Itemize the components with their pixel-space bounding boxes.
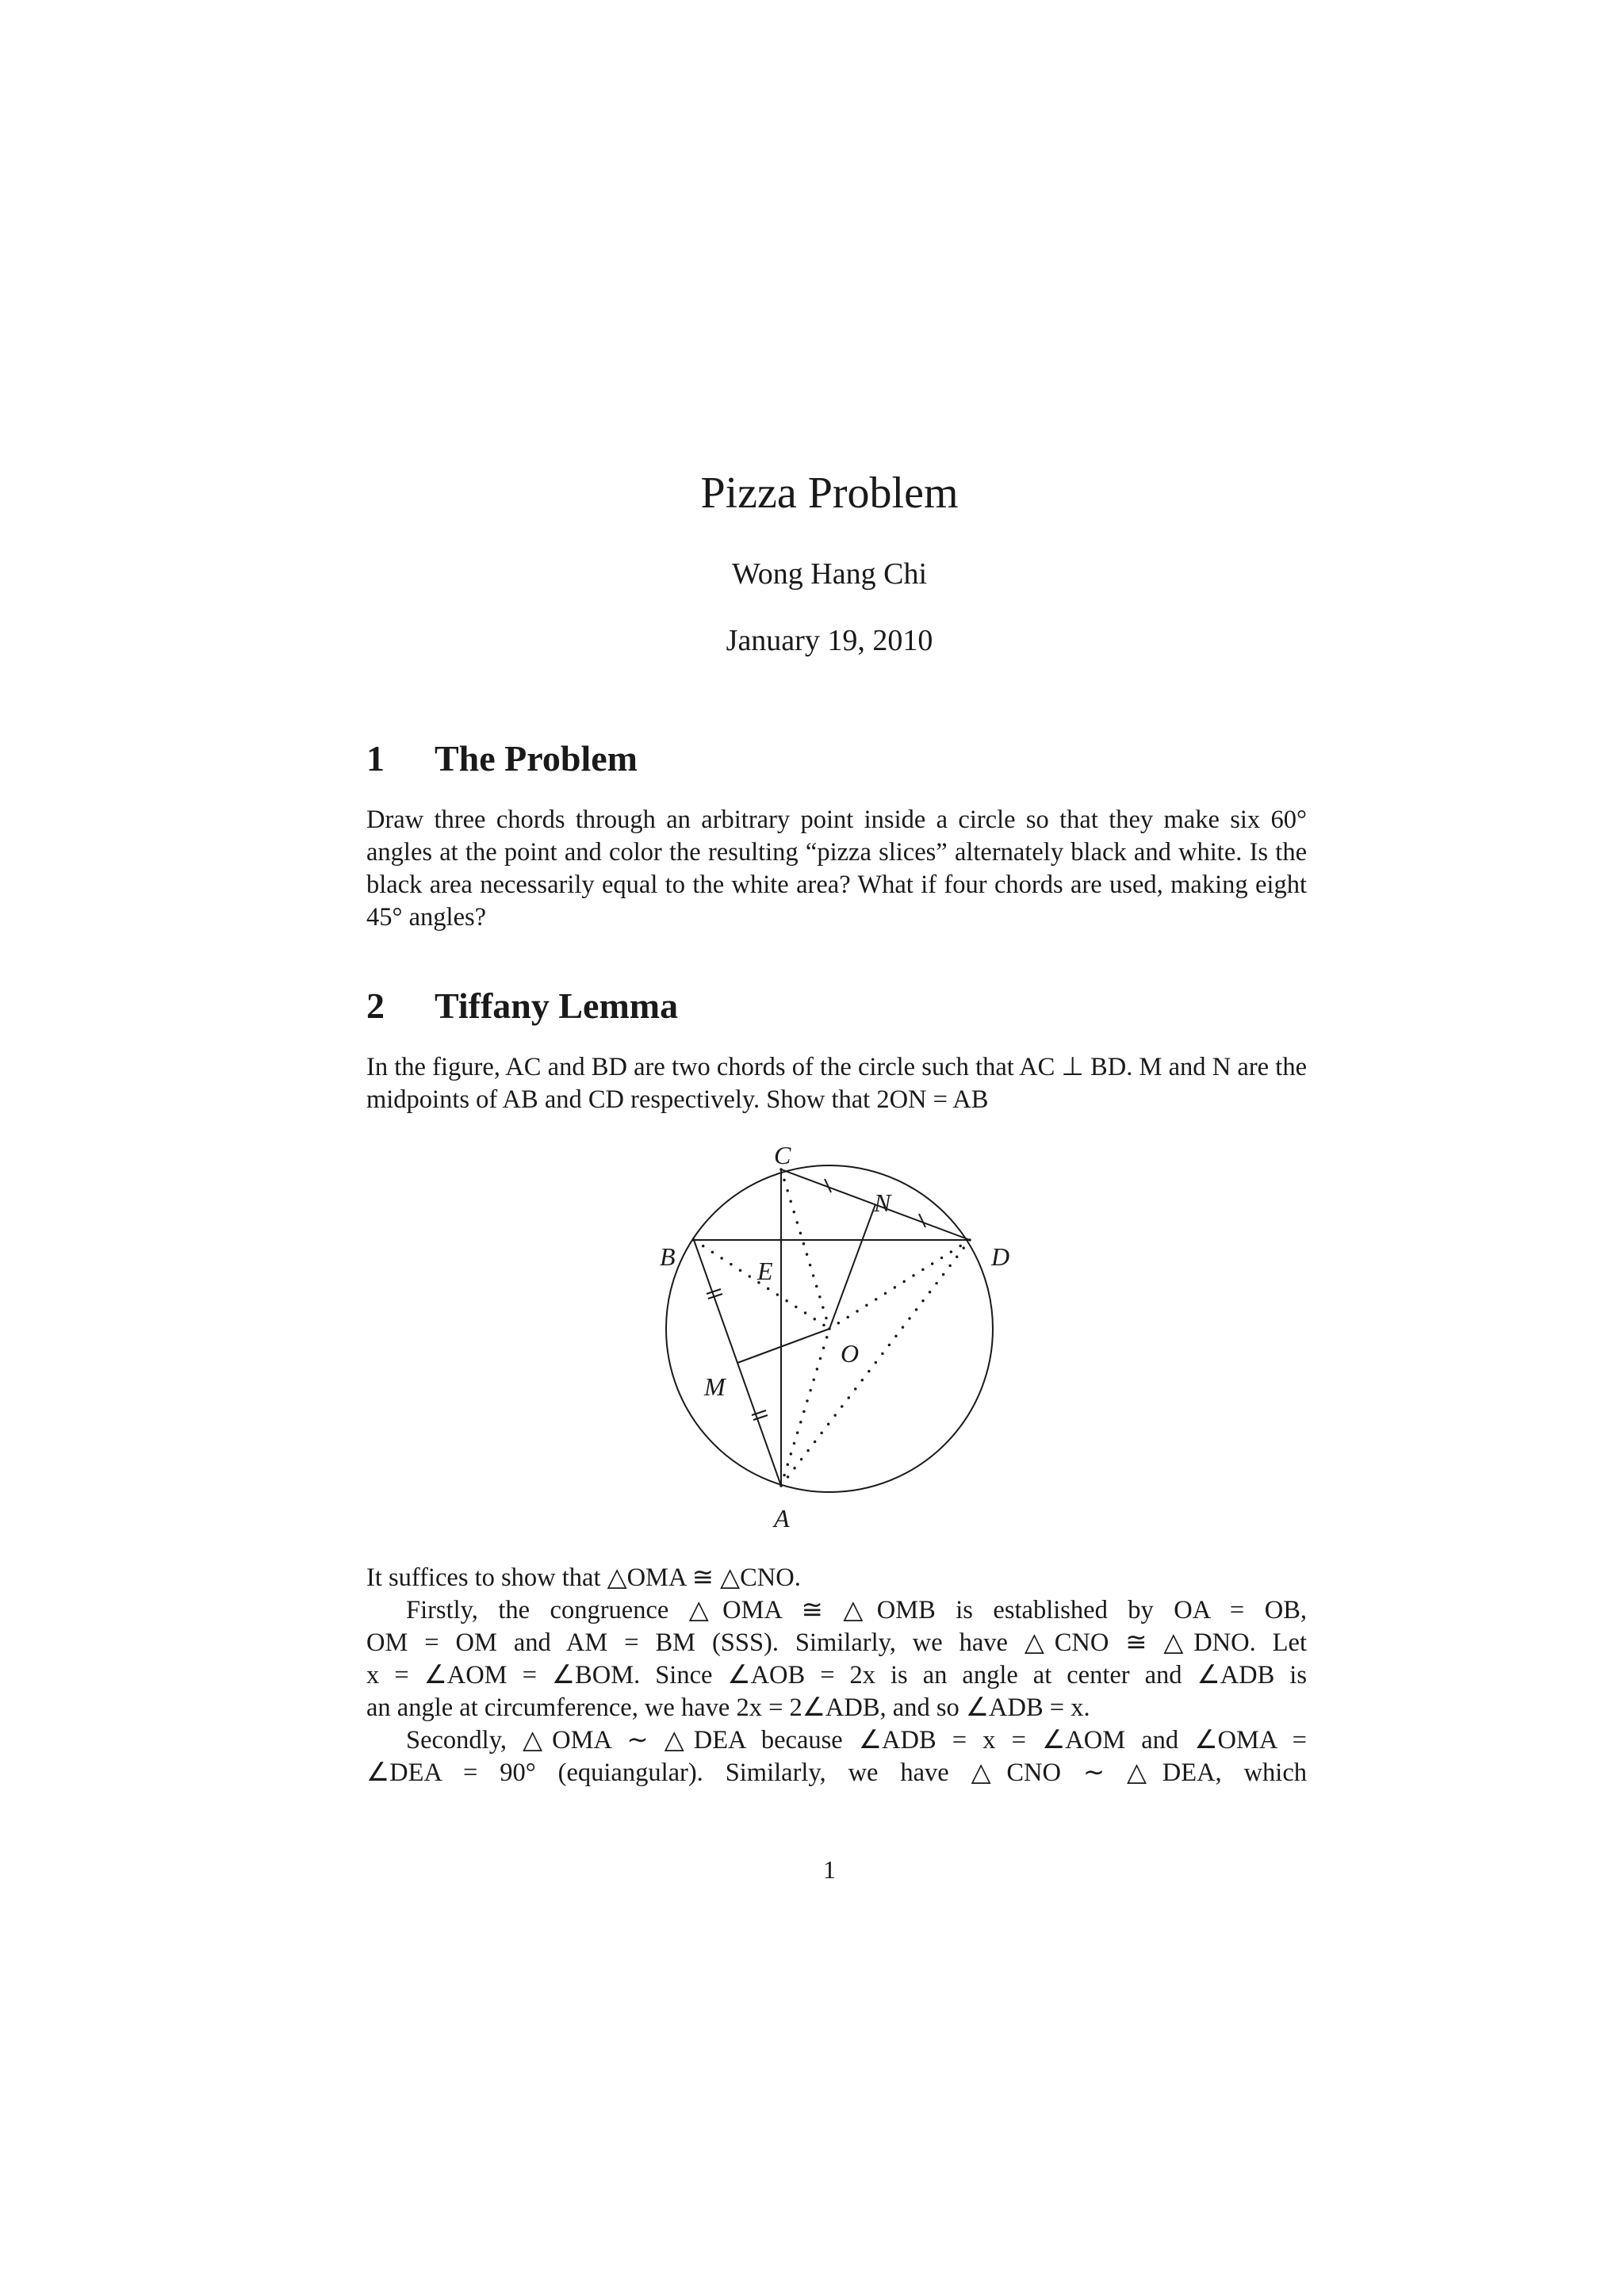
problem-paragraph: Draw three chords through an arbitrary point inside a circle so that they make six 60° angles at the point and color the resulting “pizza slices” alternately black and white. Is the black area necessarily equal to the white area? What if four chords are used, making eight 45° angles? — [366, 806, 1307, 932]
firstly-line-2: OM = OM and AM = BM (SSS). Similarly, we have △CNO ≅ △DNO. Let — [366, 1628, 1307, 1657]
dotted-od — [829, 1240, 970, 1329]
section-heading-1 — [366, 737, 638, 779]
label-o: O — [841, 1339, 860, 1368]
label-c: C — [774, 1141, 791, 1169]
firstly-line-1: Firstly, the congruence △OMA ≅ △OMB is established by OA = OB, — [406, 1596, 1307, 1624]
tick-bm-1 — [707, 1289, 721, 1294]
secondly-line-2: ∠DEA = 90° (equiangular). Similarly, we have △CNO ∼ △DEA, which — [366, 1758, 1307, 1787]
page-number: 1 — [823, 1855, 836, 1884]
author-name: Wong Hang Chi — [731, 557, 928, 591]
section-title: Tiffany Lemma — [435, 985, 679, 1026]
firstly-line-3: x = ∠AOM = ∠BOM. Since ∠AOB = 2x is an angle at center and ∠ADB is — [366, 1661, 1307, 1689]
suffices-line: It suffices to show that △OMA ≅ △CNO. — [366, 1563, 801, 1592]
section-number: 2 — [366, 985, 385, 1026]
label-m: M — [704, 1372, 726, 1401]
paper-title: Pizza Problem — [700, 469, 959, 518]
dotted-oc — [781, 1169, 829, 1329]
secondly-line-1: Secondly, △OMA ∼ △DEA because ∠ADB = x = ∠AOM and ∠OMA = — [406, 1726, 1307, 1755]
segment-om — [737, 1329, 829, 1363]
lemma-paragraph: In the figure, AC and BD are two chords of the circle such that AC ⊥ BD. M and N are the midpoints of AB and CD respectively. Show that 2ON = AB — [366, 1053, 1307, 1114]
label-d: D — [991, 1242, 1010, 1271]
dotted-oa — [781, 1329, 829, 1486]
label-e: E — [757, 1257, 773, 1285]
section-title: The Problem — [435, 738, 638, 779]
segment-on — [829, 1204, 875, 1329]
dotted-ad — [781, 1240, 970, 1486]
section-number: 1 — [366, 738, 385, 779]
tick-bm-2 — [708, 1294, 722, 1299]
firstly-line-4: an angle at circumference, we have 2x = 2∠ADB, and so ∠ADB = x. — [366, 1693, 1090, 1722]
label-b: B — [660, 1242, 676, 1271]
tiffany-lemma-figure — [650, 1126, 1015, 1538]
section-heading-2 — [366, 985, 678, 1027]
label-a: A — [774, 1504, 790, 1533]
label-n: N — [874, 1188, 891, 1217]
paper-date: January 19, 2010 — [726, 624, 933, 657]
